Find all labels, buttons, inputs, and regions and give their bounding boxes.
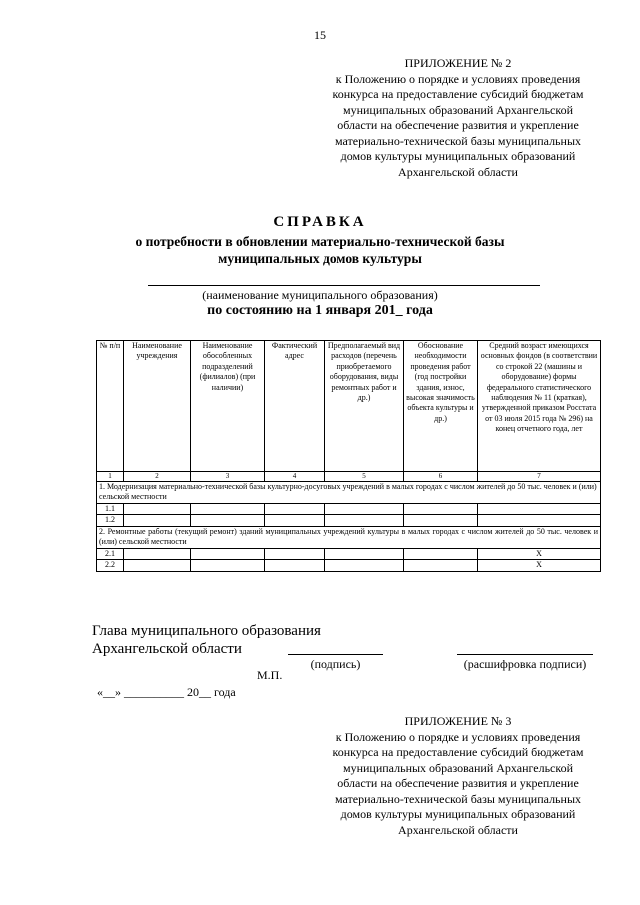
appendix-2-line: конкурса на предоставление субсидий бюджетам (332, 87, 584, 101)
document-subtitle: муниципальных домов культуры (218, 251, 422, 266)
table-cell (265, 548, 325, 559)
appendix-2-line: Архангельской области (398, 164, 518, 179)
table-cell (191, 515, 265, 526)
appendix-3-header (316, 714, 600, 838)
stamp-place: М.П. (257, 668, 283, 682)
section-1-heading: 1. Модернизация материально-технической базы культурно-досуговых учреждений в малых городах с числом жителей до 50 тыс. человек и (или) сельской местности (97, 482, 601, 504)
column-number: 4 (265, 472, 325, 482)
table-cell (325, 560, 404, 571)
appendix-2-line: муниципальных образований Архангельской (342, 102, 574, 117)
table-cell (404, 504, 478, 515)
appendix-3-line: Архангельской области (398, 822, 518, 837)
table-cell (404, 515, 478, 526)
table-cell (325, 504, 404, 515)
section-row (97, 482, 601, 504)
table-cell: X (478, 560, 601, 571)
table-cell (265, 504, 325, 515)
as-of-date: по состоянию на 1 января 201_ года (207, 303, 433, 318)
column-number: 3 (191, 472, 265, 482)
table-cell (404, 560, 478, 571)
row-index: 1.1 (97, 504, 124, 515)
table-header-row (97, 341, 601, 472)
needs-table (96, 340, 601, 572)
date-line: «__» __________ 20__ года (97, 685, 236, 699)
signatory-region: Архангельской области (92, 641, 242, 657)
signature-decode-line (457, 654, 593, 655)
column-number-row (97, 472, 601, 482)
column-number: 7 (478, 472, 601, 482)
column-number: 1 (97, 472, 124, 482)
appendix-2-title: ПРИЛОЖЕНИЕ № 2 (404, 56, 512, 70)
appendix-2-line: к Положению о порядке и условиях проведения (335, 71, 581, 86)
row-index: 2.1 (97, 548, 124, 559)
appendix-3-line: конкурса на предоставление субсидий бюджетам (332, 745, 584, 759)
table-cell (191, 504, 265, 515)
appendix-3-line: муниципальных образований Архангельской (342, 760, 574, 775)
table-header-cell: № п/п (97, 341, 124, 472)
column-number: 6 (404, 472, 478, 482)
appendix-3-title: ПРИЛОЖЕНИЕ № 3 (404, 714, 512, 728)
appendix-2-header (316, 56, 600, 180)
table-header-cell: Обоснование необходимости проведения работ (год постройки здания, износ, высокая значимость объекта культуры и др.) (404, 341, 478, 472)
table-cell (191, 560, 265, 571)
table-header-cell: Предполагаемый вид расходов (перечень приобретаемого оборудования, виды ремонтных работ и др.) (325, 341, 404, 472)
appendix-3-line: домов культуры муниципальных образований (340, 807, 576, 821)
table-header-cell: Наименование учреждения (124, 341, 191, 472)
table-cell (404, 548, 478, 559)
table-header-cell: Средний возраст имеющихся основных фондов (в соответствии со строкой 22 (машины и оборудование) формы федерального статистического наблюдения № 11 (краткая), утвержденной приказом Росстата от 03 июля 2015 года № 296) на конец отчетного года, лет (478, 341, 601, 472)
municipality-name-caption: (наименование муниципального образования) (202, 288, 438, 302)
appendix-2-line: домов культуры муниципальных образований (340, 149, 576, 163)
signatory-title: Глава муниципального образования (92, 623, 321, 639)
appendix-3-line: области на обеспечение развития и укрепление (337, 776, 579, 790)
document-title: СПРАВКА (273, 214, 367, 230)
row-index: 2.2 (97, 560, 124, 571)
table-cell (124, 560, 191, 571)
signature-caption: (подпись) (310, 657, 361, 671)
document-subtitle: о потребности в обновлении материально-технической базы (135, 234, 505, 249)
table-cell (265, 560, 325, 571)
section-2-heading: 2. Ремонтные работы (текущий ремонт) зданий муниципальных учреждений культуры в малых городах с числом жителей до 50 тыс. человек и (или) сельской местности (97, 526, 601, 548)
row-index: 1.2 (97, 515, 124, 526)
table-cell (478, 515, 601, 526)
table-header-cell: Наименование обособленных подразделений (филиалов) (при наличии) (191, 341, 265, 472)
table-cell (325, 548, 404, 559)
section-row (97, 526, 601, 548)
signature-decode-caption: (расшифровка подписи) (463, 657, 587, 671)
table-row (97, 504, 601, 515)
table-cell (478, 504, 601, 515)
table-cell (124, 504, 191, 515)
table-cell: X (478, 548, 601, 559)
municipality-name-line (148, 285, 540, 286)
table-cell (325, 515, 404, 526)
column-number: 5 (325, 472, 404, 482)
table-header-cell: Фактический адрес (265, 341, 325, 472)
table-cell (124, 515, 191, 526)
appendix-3-line: к Положению о порядке и условиях проведения (335, 729, 581, 744)
page-number: 15 (314, 28, 326, 42)
appendix-2-line: материально-технической базы муниципальных (334, 133, 582, 148)
table-row (97, 548, 601, 559)
table-cell (124, 548, 191, 559)
appendix-3-line: материально-технической базы муниципальных (334, 791, 582, 806)
table-cell (265, 515, 325, 526)
signature-line (288, 654, 383, 655)
table-row (97, 560, 601, 571)
column-number: 2 (124, 472, 191, 482)
table-cell (191, 548, 265, 559)
table-row (97, 515, 601, 526)
appendix-2-line: области на обеспечение развития и укрепление (337, 118, 579, 132)
